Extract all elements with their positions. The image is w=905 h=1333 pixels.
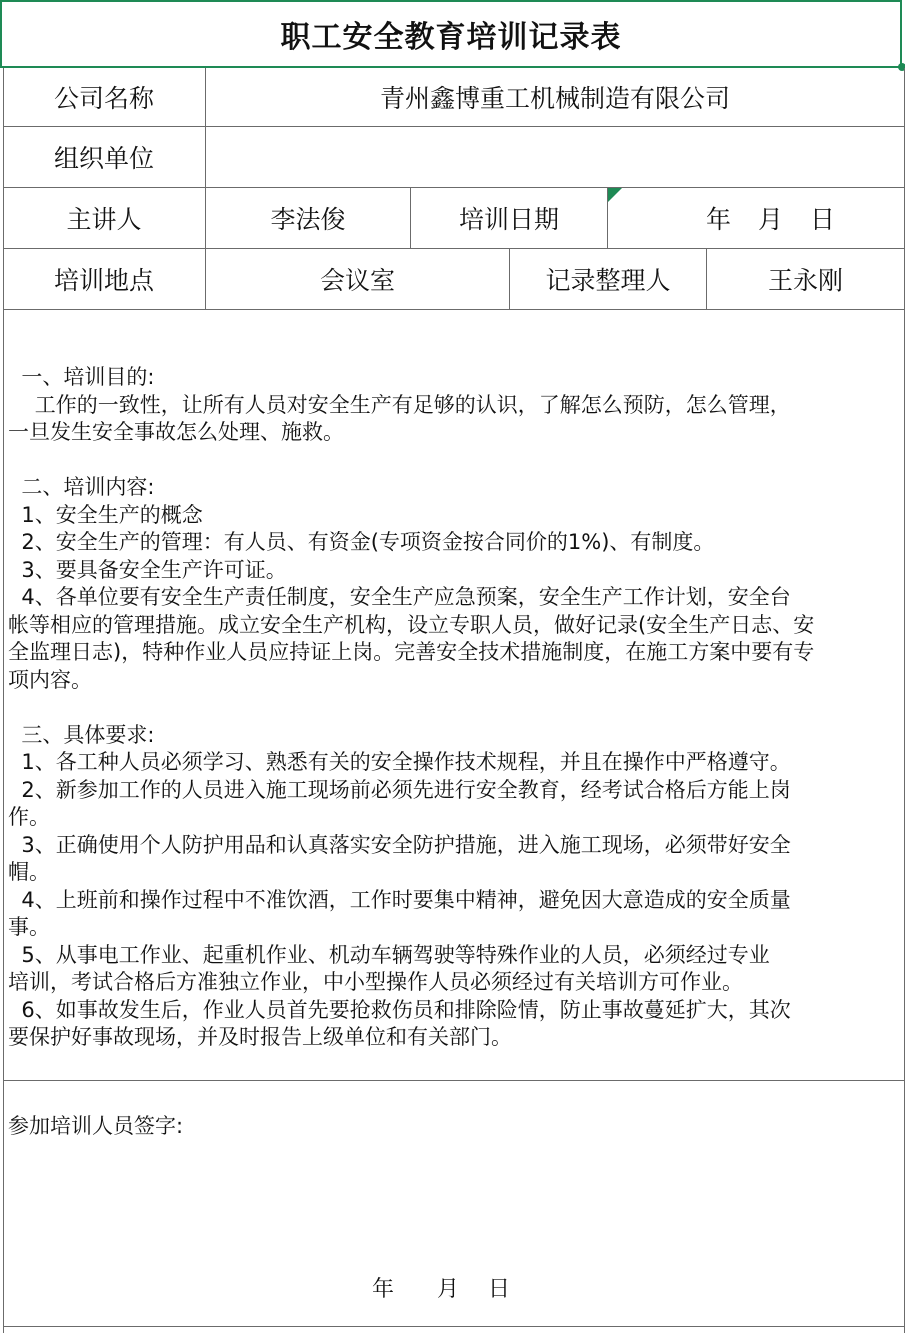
- content-line: 要保护好事故现场，并及时报告上级单位和有关部门。: [8, 1025, 512, 1049]
- organizer-value[interactable]: [206, 127, 904, 187]
- content-line: 帽。: [8, 860, 50, 884]
- content-line: 6、如事故发生后，作业人员首先要抢救伤员和排除险情，防止事故蔓延扩大，其次: [8, 997, 791, 1022]
- recorder-label: 记录整理人: [545, 266, 671, 295]
- content-line: 2、安全生产的管理：有人员、有资金(专项资金按合同价的1%)、有制度。: [8, 530, 715, 554]
- content-line: 4、各单位要有安全生产责任制度，安全生产应急预案，安全生产工作计划，安全台: [8, 585, 791, 609]
- signature-area[interactable]: [4, 1140, 903, 1260]
- content-line: 1、各工种人员必须学习、熟悉有关的安全操作技术规程，并且在操作中严格遵守。: [8, 750, 791, 774]
- signature-day: 日: [488, 1277, 511, 1302]
- content-line: 4、上班前和操作过程中不准饮酒，工作时要集中精神，避免因大意造成的安全质量: [8, 887, 791, 912]
- content-line: 全监理日志)，特种作业人员应持证上岗。完善安全技术措施制度，在施工方案中要有专: [8, 640, 815, 664]
- signature-month: 月: [437, 1277, 460, 1302]
- content-line: 培训，考试合格后方准独立作业，中小型操作人员必须经过有关培训方可作业。: [8, 970, 743, 994]
- content-line: 3、正确使用个人防护用品和认真落实安全防护措施，进入施工现场，必须带好安全: [8, 832, 791, 857]
- content-line: 工作的一致性，让所有人员对安全生产有足够的认识，了解怎么预防，怎么管理，: [8, 392, 791, 417]
- content-line: 2、新参加工作的人员进入施工现场前必须先进行安全教育，经考试合格后方能上岗: [8, 777, 791, 802]
- content-line: 项内容。: [8, 667, 92, 692]
- section-heading: 一、培训目的:: [8, 365, 155, 389]
- signature-year: 年: [372, 1277, 395, 1302]
- content-line: 3、要具备安全生产许可证。: [8, 557, 287, 582]
- location-value[interactable]: 会议室: [319, 266, 395, 295]
- training-content[interactable]: [8, 364, 898, 1052]
- location-label: 培训地点: [53, 266, 154, 295]
- date-day: 日: [810, 205, 836, 234]
- recorder-value[interactable]: 王永刚: [767, 266, 843, 295]
- content-line: 1、安全生产的概念: [8, 502, 203, 527]
- organizer-label: 组织单位: [53, 144, 154, 173]
- lecturer-label: 主讲人: [66, 205, 142, 234]
- company-label: 公司名称: [53, 84, 154, 113]
- content-line: 帐等相应的管理措施。成立安全生产机构，设立专职人员，做好记录(安全生产日志、安: [8, 612, 815, 637]
- section-heading: 二、培训内容:: [8, 475, 155, 499]
- section-heading: 三、具体要求:: [8, 722, 155, 747]
- content-line: 作。: [8, 805, 50, 829]
- date-month: 月: [758, 205, 784, 234]
- training-date-label: 培训日期: [458, 205, 559, 234]
- content-line: 事。: [8, 915, 50, 939]
- form-title: 职工安全教育培训记录表: [0, 0, 902, 68]
- lecturer-value[interactable]: 李法俊: [270, 205, 346, 234]
- content-line: 一旦发生安全事故怎么处理、施救。: [8, 420, 344, 444]
- training-date-value[interactable]: [608, 188, 904, 248]
- date-year: 年: [706, 205, 732, 234]
- content-line: 5、从事电工作业、起重机作业、机动车辆驾驶等特殊作业的人员，必须经过专业: [8, 942, 770, 967]
- signature-label: 参加培训人员签字:: [8, 1114, 184, 1138]
- company-name[interactable]: 青州鑫博重工机械制造有限公司: [379, 84, 730, 113]
